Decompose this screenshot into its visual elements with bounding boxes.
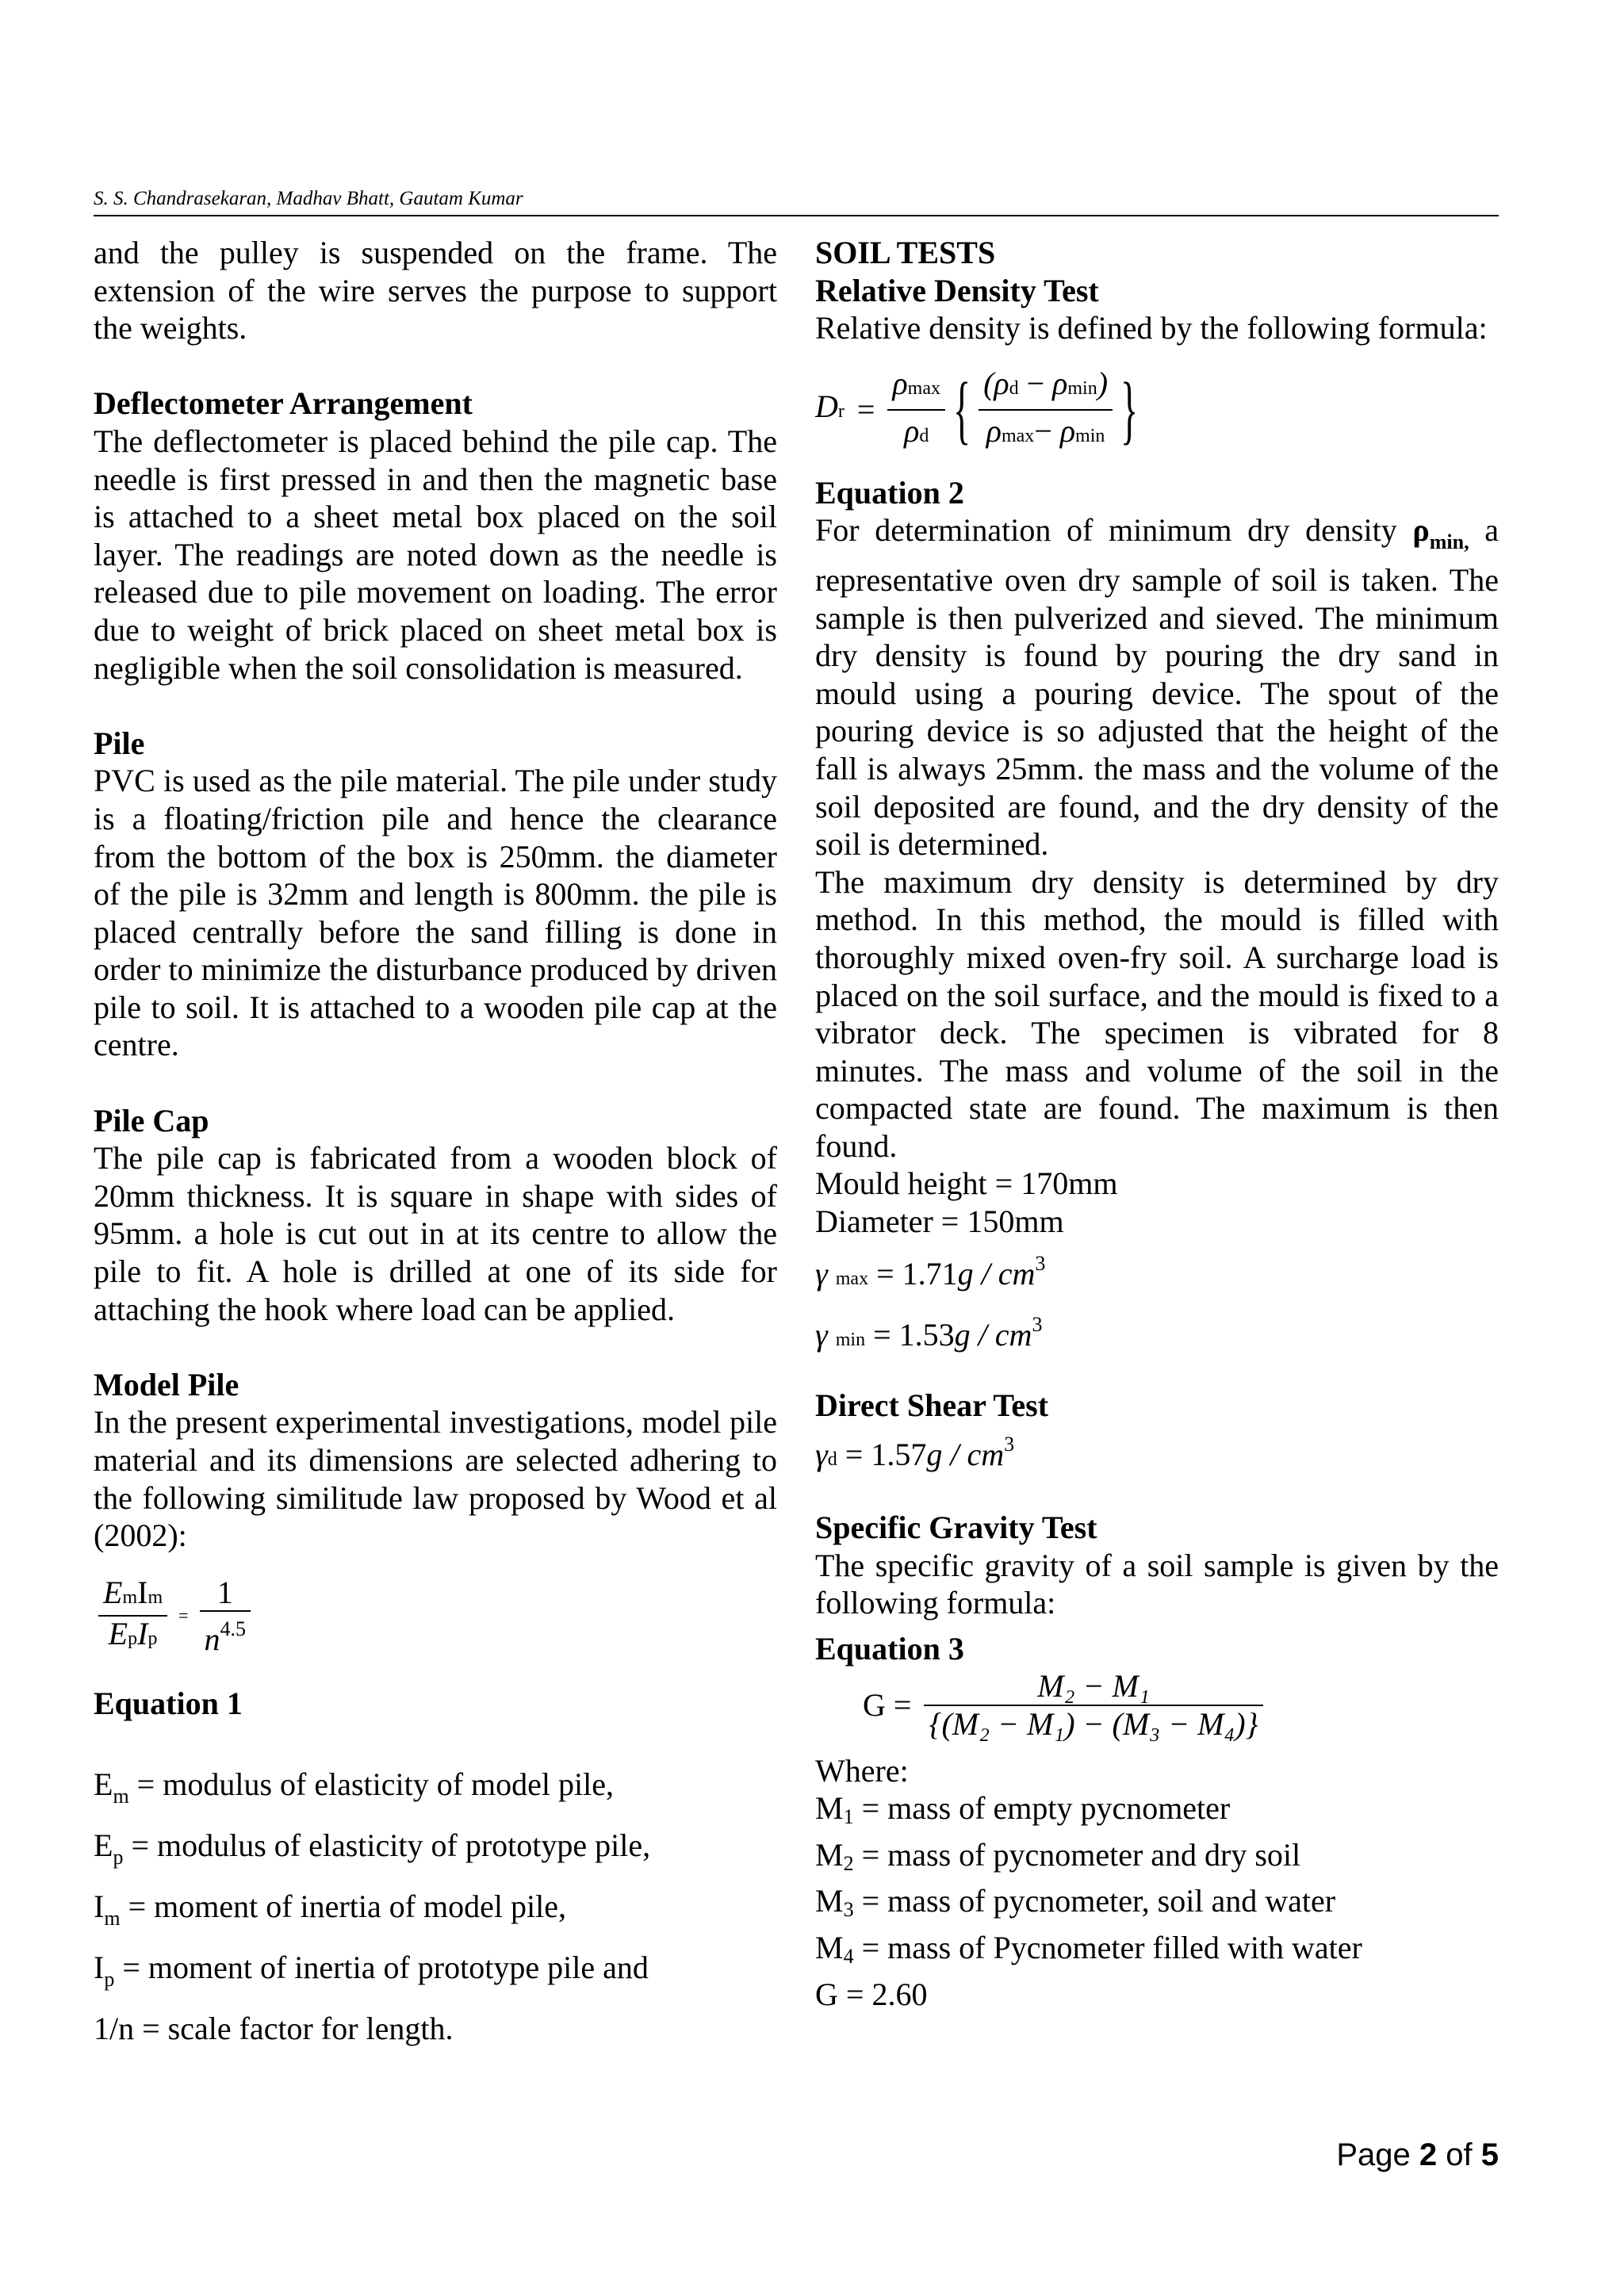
right-column <box>815 234 1499 2013</box>
equation-1: $\frac{\text{EmIm}}{\text{EpIp}}$ = $\frac{1}{n^{4.5}}$ <box>94 1555 777 1685</box>
intro-paragraph: and the pulley is suspended on the frame. The extension of the wire serves the purpose to support the weights. <box>94 235 777 346</box>
definition-item: 1/n = scale factor for length. <box>94 2011 454 2047</box>
equation-3: G = $\frac{\text{M₂ − M₁}}{\text{\{(M₂ − M₁) − (M₃ − M₄)\}}}$ <box>815 1668 1499 1752</box>
pile-heading: Pile <box>94 725 145 761</box>
relative-density-paragraph: Relative density is defined by the following formula: <box>815 310 1488 346</box>
left-column <box>94 234 777 2053</box>
pile-paragraph: PVC is used as the pile material. The pile under study is a floating/friction pile and hence the clearance from the bottom of the box is 250mm. the diameter of the pile is 32mm and length is 800mm. the pile is placed centrally before the sand filling is done in order to minimize the disturbance produced by driven pile to soil. It is attached to a wooden pile cap at the centre. <box>94 763 777 1063</box>
mass-definitions <box>815 1789 1499 1975</box>
gamma-min: γ $\min = 1.53g / cm^3$ <box>815 1312 1043 1353</box>
relative-density-heading: Relative Density Test <box>815 272 1099 308</box>
specific-gravity-heading: Specific Gravity Test <box>815 1510 1097 1546</box>
model-pile-heading: Model Pile <box>94 1366 239 1402</box>
deflectometer-paragraph: The deflectometer is placed behind the pile cap. The needle is first pressed in and then the magnetic base is attached to a sheet metal box placed on the soil layer. The readings are noted down as the needle is released due to pile movement on loading. The error due to weight of brick placed on sheet metal box is negligible when the soil consolidation is measured. <box>94 423 777 686</box>
running-header: S. S. Chandrasekaran, Madhav Bhatt, Gautam Kumar <box>94 188 523 209</box>
direct-shear-heading: Direct Shear Test <box>815 1387 1049 1423</box>
pile-cap-paragraph: The pile cap is fabricated from a wooden block of 20mm thickness. It is square in shape with sides of 95mm. a hole is cut out in at its centre to allow the pile to fit. A hole is drilled at one of its side for attaching the hook where load can be applied. <box>94 1140 777 1327</box>
equation-2-label: Equation 2 <box>815 474 964 511</box>
definition-item: $M_2$ = mass of pycnometer and dry soil <box>815 1836 1301 1875</box>
g-value: G = 2.60 <box>815 1976 928 2012</box>
definition-item: $I_m$ = moment of inertia of model pile, <box>94 1888 566 1931</box>
mould-height: Mould height = 170mm <box>815 1165 1118 1202</box>
definition-item: $M_1$ = mass of empty pycnometer <box>815 1790 1231 1829</box>
equation-3-label: Equation 3 <box>815 1631 964 1667</box>
max-density-paragraph: The maximum dry density is determined by dry method. In this method, the mould is filled with thoroughly mixed oven-fry soil. A surcharge load is placed on the soil surface, and the mould is fixed to a vibrator deck. The specimen is vibrated for 8 minutes. The mass and volume of the soil in the compacted state are found. The maximum is then found. <box>815 863 1499 1164</box>
header-rule <box>94 215 1499 216</box>
page-number: Page 2 of 5 <box>1336 2137 1499 2172</box>
symbol-definitions <box>94 1760 777 2053</box>
min-density-paragraph: For determination of minimum dry density $\rho_{min,}$ a representative oven dry sample of soil is taken. The sample is then pulverized and sieved. The minimum dry density is found by pouring the dry sand in mould using a pouring device. The spout of the pouring device is so adjusted that the height of the fall is always 25mm. the mass and the volume of the soil deposited are found, and the dry density of the soil is determined. <box>815 512 1500 863</box>
definition-item: $E_p$ = modulus of elasticity of prototype pile, <box>94 1827 651 1869</box>
pile-cap-heading: Pile Cap <box>94 1102 209 1138</box>
equation-2: Dr = $\frac{\rho\max}{\rho d}$ { $\frac{(\rho d - \rho\min)}{\rho\max- \rho\min}$ } <box>815 347 1499 474</box>
definition-item: $M_3$ = mass of pycnometer, soil and water <box>815 1883 1336 1922</box>
where-label: Where: <box>815 1752 909 1789</box>
specific-gravity-paragraph: The specific gravity of a soil sample is given by the following formula: <box>815 1547 1499 1621</box>
mould-diameter: Diameter = 150mm <box>815 1203 1064 1240</box>
definition-item: $I_p$ = moment of inertia of prototype pile and <box>94 1950 649 1992</box>
soil-tests-heading: SOIL TESTS <box>815 235 996 270</box>
gamma-max: γ $\max = 1.71g / cm^3$ <box>815 1251 1046 1292</box>
model-pile-paragraph: In the present experimental investigations, model pile material and its dimensions are selected adhering to the following similitude law proposed by Wood et al (2002): <box>94 1404 777 1554</box>
gamma-d: $\gamma d = 1.57g / cm^3$ <box>815 1433 1015 1473</box>
equation-1-label: Equation 1 <box>94 1685 243 1721</box>
deflectometer-heading: Deflectometer Arrangement <box>94 385 473 422</box>
definition-item: $M_4$ = mass of Pycnometer filled with water <box>815 1930 1362 1968</box>
definition-item: $E_m$ = modulus of elasticity of model pile, <box>94 1766 615 1808</box>
